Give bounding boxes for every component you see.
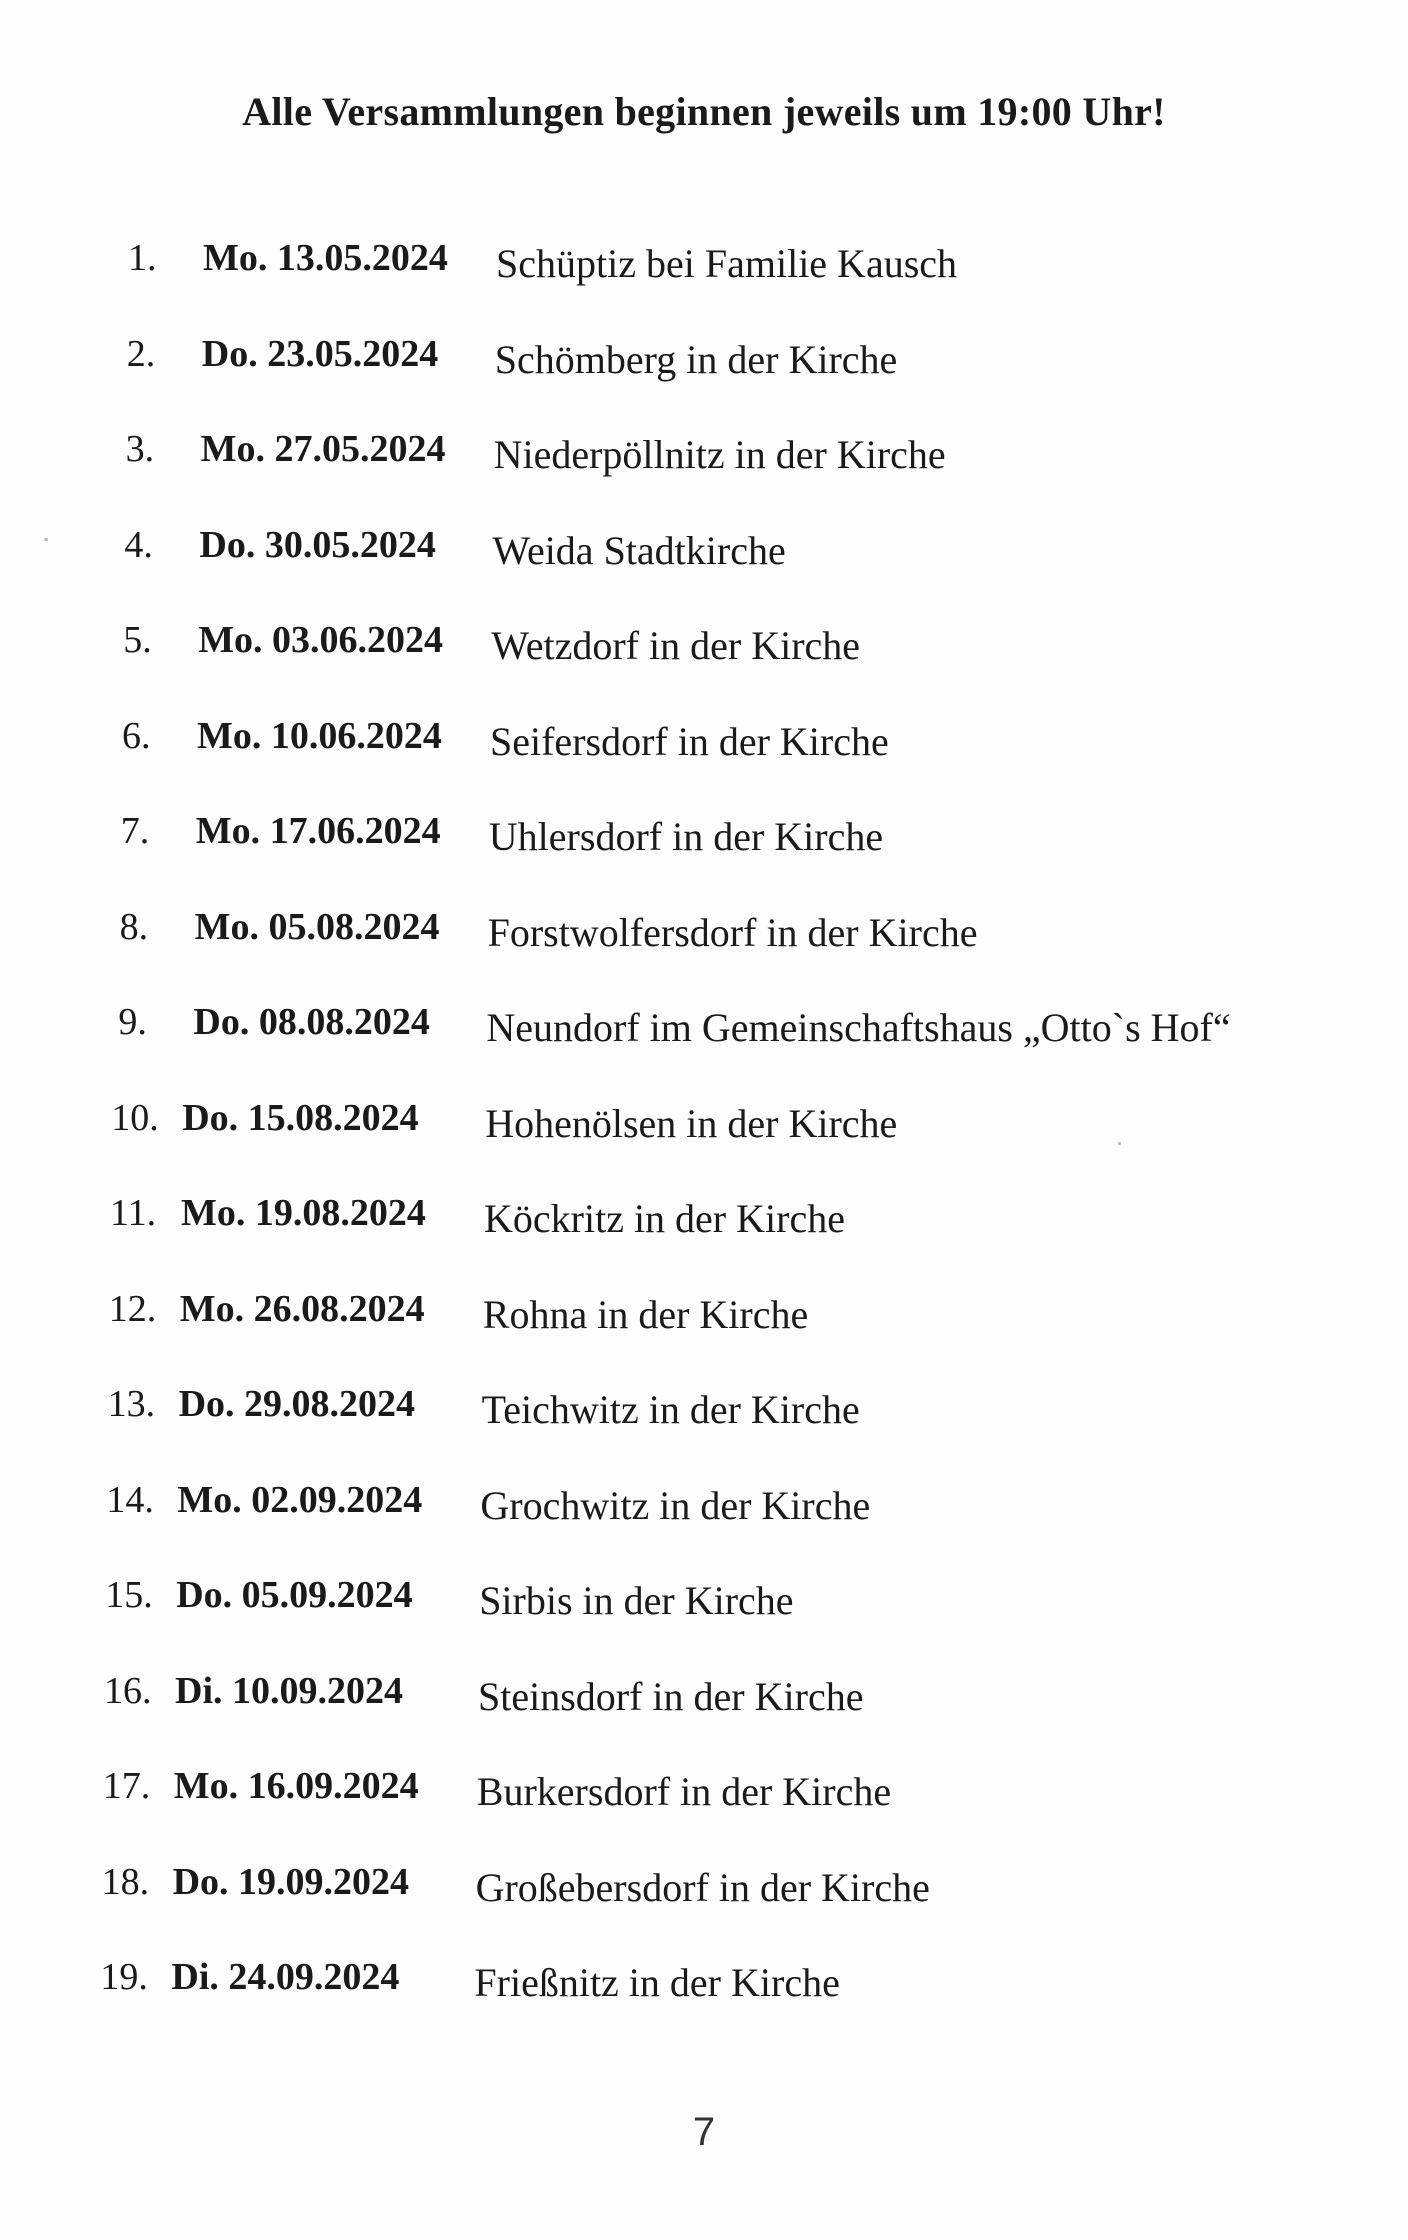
meeting-location: Hohenölsen in der Kirche — [485, 1100, 898, 1146]
meeting-date: Mo. 05.08.2024 — [194, 905, 440, 948]
meeting-date: Do. 15.08.2024 — [182, 1096, 419, 1139]
list-item — [0, 1669, 1408, 1765]
meeting-date: Do. 30.05.2024 — [199, 523, 436, 566]
meeting-location: Rohna in der Kirche — [482, 1291, 809, 1337]
meeting-location: Großebersdorf in der Kirche — [475, 1864, 930, 1910]
list-item — [0, 905, 1408, 1001]
list-item — [0, 236, 1408, 332]
item-number: 1. — [128, 237, 157, 279]
scan-speck — [44, 538, 48, 541]
meeting-date: Mo. 27.05.2024 — [200, 428, 446, 470]
meeting-date: Di. 10.09.2024 — [175, 1669, 403, 1712]
list-item — [0, 1860, 1408, 1956]
list-item — [0, 1573, 1408, 1669]
item-number: 19. — [100, 1956, 148, 1998]
meeting-date: Do. 08.08.2024 — [193, 1001, 430, 1043]
list-item — [0, 332, 1408, 428]
item-number: 15. — [105, 1574, 153, 1616]
item-number: 18. — [101, 1860, 150, 1903]
meeting-location: Seifersdorf in der Kirche — [490, 718, 889, 764]
meeting-date: Mo. 19.08.2024 — [181, 1192, 426, 1234]
meeting-date: Do. 23.05.2024 — [201, 332, 439, 375]
item-number: 5. — [123, 619, 152, 661]
list-item — [0, 427, 1408, 523]
list-item — [0, 1096, 1408, 1192]
list-item — [0, 809, 1408, 905]
meeting-location: Frießnitz in der Kirche — [474, 1960, 840, 2005]
meeting-date: Mo. 02.09.2024 — [177, 1478, 423, 1521]
meeting-location: Weida Stadtkirche — [492, 527, 786, 573]
meeting-location: Schömberg in der Kirche — [494, 336, 898, 382]
page-number: 7 — [692, 2110, 716, 2154]
list-item — [0, 1382, 1408, 1478]
list-item — [0, 714, 1408, 810]
item-number: 9. — [118, 1001, 147, 1043]
meeting-location: Uhlersdorf in der Kirche — [488, 814, 884, 859]
meeting-date: Di. 24.09.2024 — [171, 1956, 400, 1998]
meeting-date: Do. 05.09.2024 — [176, 1574, 413, 1616]
list-item — [0, 1000, 1408, 1096]
meeting-location: Steinsdorf in der Kirche — [478, 1673, 864, 1719]
meeting-location: Forstwolfersdorf in der Kirche — [487, 909, 978, 955]
item-number: 2. — [126, 332, 156, 375]
item-number: 7. — [120, 810, 150, 852]
page-heading: Alle Versammlungen beginnen jeweils um 19:00 Uhr! — [242, 89, 1166, 134]
item-number: 16. — [104, 1669, 152, 1712]
item-number: 11. — [110, 1192, 157, 1234]
meeting-date: Mo. 16.09.2024 — [173, 1765, 419, 1807]
item-number: 12. — [108, 1287, 157, 1330]
meeting-location: Neundorf im Gemeinschaftshaus „Otto`s Hof“ — [486, 1005, 1231, 1050]
list-item — [0, 618, 1408, 714]
list-item — [0, 1955, 1408, 2051]
item-number: 13. — [107, 1383, 156, 1425]
item-number: 6. — [122, 714, 151, 757]
meeting-location: Grochwitz in der Kirche — [480, 1482, 871, 1528]
list-item — [0, 1764, 1408, 1860]
item-number: 3. — [125, 428, 155, 470]
list-item — [0, 1287, 1408, 1383]
item-number: 4. — [124, 523, 153, 566]
list-item — [0, 523, 1408, 619]
meeting-date: Do. 19.09.2024 — [172, 1860, 410, 1903]
meeting-location: Niederpöllnitz in der Kirche — [493, 432, 946, 477]
meeting-location: Teichwitz in der Kirche — [481, 1387, 860, 1432]
meeting-location: Schüptiz bei Familie Kausch — [496, 241, 958, 286]
meeting-date: Mo. 03.06.2024 — [198, 619, 444, 661]
meeting-location: Burkersdorf in der Kirche — [476, 1769, 892, 1814]
item-number: 14. — [106, 1478, 154, 1521]
list-item — [0, 1191, 1408, 1287]
list-item — [0, 1478, 1408, 1574]
meeting-location: Köckritz in der Kirche — [484, 1196, 845, 1241]
meeting-list — [0, 236, 1408, 2051]
meeting-date: Mo. 10.06.2024 — [197, 714, 442, 757]
meeting-date: Mo. 26.08.2024 — [179, 1287, 425, 1330]
item-number: 8. — [119, 905, 149, 948]
meeting-location: Sirbis in der Kirche — [479, 1578, 794, 1623]
item-number: 10. — [111, 1096, 159, 1139]
meeting-date: Mo. 17.06.2024 — [195, 810, 441, 852]
meeting-location: Wetzdorf in der Kirche — [491, 623, 861, 668]
item-number: 17. — [102, 1765, 151, 1807]
meeting-date: Do. 29.08.2024 — [178, 1383, 416, 1425]
scan-speck — [1118, 1142, 1121, 1145]
meeting-date: Mo. 13.05.2024 — [203, 237, 448, 279]
